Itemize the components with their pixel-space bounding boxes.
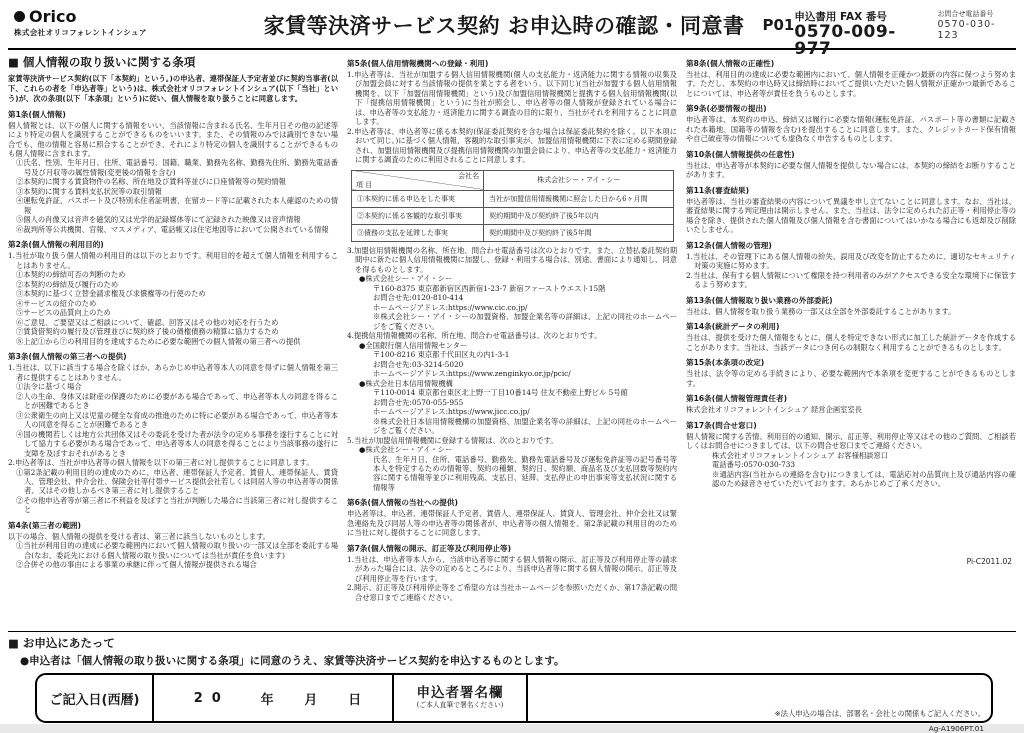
article-paragraph: ⑤サービスの品質向上のため [16, 308, 111, 318]
page-code: P01 [762, 16, 795, 34]
article-paragraph: ⑦賃貸借契約の履行及び管理並びに契約終了後の債権債務の精算に協力するため [16, 327, 279, 337]
article [686, 295, 1016, 316]
article-paragraph: ①本契約の締結可否の判断のため [16, 270, 126, 280]
article-heading: 第2条(個人情報の利用目的) [8, 240, 104, 250]
article [686, 103, 1016, 143]
article-paragraph: 1.当社は、その管理下にある個人情報の紛失、誤用及び改変を防止するために、適切なセキュリティ対策の実施に努めます。 [686, 251, 1016, 271]
article-paragraph: ③本契約に関する賃料支払状況等の取引情報 [16, 186, 162, 196]
article-paragraph: 3.加盟信用情報機関の名称、所在地、問合わせ電話番号は次のとおりです。また、立替払委託契約期間中に新たに個人信用情報機関に加盟し、登録・利用する場合は、別途、書面により通知し、同意を得るものとします。 [347, 245, 677, 274]
article-paragraph: ホームページアドレス:https://www.cic.co.jp/ [373, 302, 528, 312]
application-section [0, 632, 1024, 733]
article-paragraph: 家賃等決済サービス契約(以下「本契約」という。)の申込者、連帯保証人予定者並びに契約当事者(以下、これらの者を「申込者等」という)は、株式会社オリコフォレントインシュア(以下「当社」という)が、次の条項(以下「本条項」という)に従い、個人情報を取り扱うことに同意します。 [8, 74, 338, 103]
article-paragraph: ●株式会社日本信用情報機構 [359, 378, 453, 388]
article-paragraph: ⑤個人の肖像又は音声を磁気的又は光学的記録媒体等にて記録された映像又は音声情報 [16, 215, 301, 225]
fax-number: 0570-009-977 [794, 22, 896, 59]
table-value-cell: 契約期間中及び契約終了後5年間 [484, 224, 674, 241]
article-heading: 第4条(第三者の範囲) [8, 520, 81, 530]
day-unit-label: 日 [348, 692, 362, 708]
article-paragraph: ※通話内容(当社からの連絡を含む)につきましては、電話応対の品質向上及び通話内容の確認のため録音させていただいております。あらかじめご了承ください。 [712, 469, 1016, 489]
orico-logo [14, 7, 264, 38]
article-paragraph: 株式会社オリコフォレントインシュア お客様相談窓口 [712, 450, 889, 460]
article-paragraph: ●株式会社シー・アイ・シー [359, 274, 453, 284]
article [686, 357, 1016, 388]
article-paragraph: ①氏名、性別、生年月日、住所、電話番号、国籍、職業、勤務先名称、勤務先住所、勤務先電話番号及び月収等の属性情報(変更後の情報を含む) [16, 158, 338, 177]
table-row [352, 190, 674, 207]
signature-form-box [35, 673, 993, 723]
table-item-cell: ②本契約に係る客観的な取引事実 [352, 207, 484, 224]
signature-area[interactable] [528, 675, 991, 721]
article [686, 58, 1016, 98]
article-heading: 第3条(個人情報の第三者への提供) [8, 352, 127, 362]
article-paragraph: ●全国銀行個人信用情報センター [359, 340, 468, 350]
signature-label-cell [394, 675, 528, 721]
article-paragraph: 個人情報とは、以下の個人に関する情報をいい、当該情報に含まれる氏名、生年月日その他の記述等により特定の個人を識別することができるものをいいます。また、その情報のみでは識別できない場合でも、他の情報と容易に照合することができ、それにより特定の個人を識別することができるものも個人情報に含まれます。 [8, 120, 338, 158]
year-prefix: 20 [193, 690, 230, 706]
article [8, 109, 338, 235]
article-heading: 第12条(個人情報の管理) [686, 240, 772, 250]
article-paragraph: 当社は、個人情報を取り扱う業務の一部又は全部を外部委託することがあります。 [686, 306, 956, 316]
article-paragraph: ※株式会社シー・アイ・シーの加盟資格、加盟企業名等の詳細は、上記の同社のホームページをご覧ください。 [373, 312, 677, 331]
article [8, 520, 338, 570]
article-paragraph: ④国の機関若しくは地方公共団体又はその委託を受けた者が法令の定める事務を遂行することに対して協力する必要がある場合であって、申込者等本人の同意を得ることにより当該事務の遂行に支障を及ぼすおそれがあるとき [16, 429, 338, 458]
terms-section-title: ■ 個人情報の取り扱いに関する条項 [8, 55, 196, 69]
article-heading: 第7条(個人情報の開示、訂正等及び利用停止等) [347, 543, 512, 553]
article-paragraph: 1.当社は、申込者等本人から、当該申込者等に関する個人情報の開示、訂正等及び利用停止等の請求があった場合には、法令の定めるところにより、当該申込者等に関する個人情報の開示、訂正等及び利用停止等を行います。 [347, 554, 677, 583]
article-paragraph: ②合併その他の事由による事業の承継に伴って個人情報が提供される場合 [16, 560, 257, 570]
article-heading: 第16条(個人情報管理責任者) [686, 394, 788, 404]
article-paragraph: 個人情報に関する苦情、利用目的の通知、開示、訂正等、利用停止等又はその他のご質問、ご相談若しくはお問合せにつきましては、以下の問合せ窓口までご連絡ください。 [686, 431, 1016, 451]
article [8, 74, 338, 104]
corner-label-item: 項 目 [356, 180, 373, 189]
application-statement: ●申込者は「個人情報の取り扱いに関する条項」に同意のうえ、家賃等決済サービス契約を申込するものとします。 [20, 655, 565, 667]
article-paragraph: 株式会社オリコフォレントインシュア 経営企画室室長 [686, 405, 863, 415]
table-header-row [352, 170, 674, 190]
terms-column-3 [686, 53, 1016, 631]
article-heading: 第5条(個人信用情報機関への登録・利用) [347, 59, 489, 68]
article-heading: 第8条(個人情報の正確性) [686, 59, 775, 68]
article-paragraph: 申込者等は、申込者、連帯保証人予定者、賃借人、連帯保証人、賃貸人、管理会社、仲介会社又は緊急連絡先及び同居人等の申込者等の関係者が、申込者等の個人情報を、第2条記載の利用目的のために当社に対し提供することに同意します。 [347, 509, 677, 538]
article-paragraph: ⑥ご意見、ご要望又はご相談について、確認、回答又はその他の対応を行うため [16, 317, 279, 327]
article-paragraph: 2.開示、訂正等及び利用停止等をご希望の方は当社ホームページを参照いただくか、第17条記載の問合せ窓口までご連絡ください。 [347, 583, 677, 602]
terms-column-1 [8, 53, 338, 631]
form-code: Ag-A1906PT.01 [928, 724, 984, 733]
article-paragraph: ホームページアドレス:https://www.jicc.co.jp/ [373, 407, 530, 417]
article-paragraph: ②その他申込者等が第三者に不利益を及ぼすと当社が判断した場合に当該第三者に対し提供すること [16, 495, 338, 515]
article-paragraph: 申込者等は、当社の審査結果の内容について異議を申し立てないことに同意します。なお、当社は、審査結果に関する判定理由は開示しません。また、当社は、法令に定められた訂正等・利用停止等の場合を除き、提供された個人情報及び個人情報を含む書面についてはいかなる場合にも返却及び削除いたしません。 [686, 196, 1016, 235]
article-paragraph: 当社は、提供を受けた個人情報をもとに、個人を特定できない形式に加工した統計データを作成することがあります。当社は、当該データにつき何らの制限なく利用することができるものとします。 [686, 333, 1016, 352]
article-paragraph: ②本契約の締結及び履行のため [16, 279, 119, 289]
corner-label-company: 会社名 [458, 171, 480, 180]
article-paragraph: 〒110-0014 東京都台東区北上野一丁目10番14号 住友不動産上野ビル 5号館 [373, 388, 628, 398]
article-paragraph: お問合せ先:0120-810-414 [373, 293, 464, 303]
signature-sublabel: (ご本人直筆で署名ください) [416, 701, 504, 710]
article [347, 543, 677, 602]
article [8, 239, 338, 346]
article-paragraph: 1.当社が取り扱う個人情報の利用目的は以下のとおりです。利用目的を超えて個人情報を利用することはありません。 [8, 251, 338, 270]
article-paragraph: ④運転免許証、パスポート及び特別永住者証明書、在留カード等に記載された本人確認のための情報 [16, 196, 338, 215]
article-paragraph: ⑥裁判所等公共機関、官報、マスメディア、電話帳又は住宅地図等において公開されている情報 [16, 224, 329, 234]
table-company-header: 株式会社シー・アイ・シー [484, 170, 674, 190]
article-paragraph: 4.提携信用情報機関の名称、所在地、問合わせ電話番号は、次のとおりです。 [347, 331, 602, 341]
article-paragraph: ③本契約に基づく立替金請求権及び求償権等の行使のため [16, 289, 206, 299]
article [686, 393, 1016, 414]
article-paragraph: 〒100-8216 東京都千代田区丸の内1-3-1 [373, 350, 510, 360]
article-paragraph: 当社は、申込者等が本契約に必要な個人情報を提供しない場合には、本契約の締結をお断りすることがあります。 [686, 160, 1016, 180]
article-heading: 第6条(個人情報の当社への提供) [347, 498, 458, 508]
article-paragraph: 氏名、生年月日、住所、電話番号、勤務先、勤務先電話番号及び運転免許証等の記号番号等本人を特定するための情報等、契約の種類、契約日、契約額、商品名及び支払回数等契約内容に関する情報等並びに利用残高、支払日、延滞、支払停止の申出事実等支払状況に関する情報等 [373, 454, 677, 492]
article-paragraph: ホームページアドレス:https://www.zenginkyo.or.jp/pcic/ [373, 369, 571, 379]
signature-label: 申込者署名欄 [416, 685, 504, 702]
company-name: 株式会社オリコフォレントインシュア [14, 28, 147, 37]
table-row [352, 207, 674, 224]
entry-date-label: ご記入日(西暦) [37, 675, 154, 721]
table-value-cell: 契約期間中及び契約終了後5年以内 [484, 207, 674, 224]
month-unit-label: 月 [304, 692, 318, 708]
article-paragraph: ①第2条記載の利用目的の達成のために、申込者、連帯保証人予定者、賃借人、連帯保証人、賃貸人、管理会社、仲介会社、保険会社等付帯サービス提供会社若しくは同居人等の申込者等の関係者、又はその他しかるべき第三者に対し提供すること [16, 467, 338, 496]
article [8, 351, 338, 515]
article-paragraph: ①当社が利用目的の達成に必要な範囲内において個人情報の取り扱いの一部又は全部を委託する場合(なお、委託先における個人情報の取り扱いについては当社が責任を負います) [16, 541, 338, 560]
article-paragraph: 申込者等は、本契約の申込、締結又は履行に必要な情報(運転免許証、パスポート等の書類に記載された本籍地、国籍等の情報を含む)を提出することに同意します。また、クレジットカード保有情報や自己破産等の情報についても虚偽なく申告するものとします。 [686, 115, 1016, 144]
article-paragraph: お問合せ先:0570-055-955 [373, 397, 464, 407]
article-paragraph: ④サービスの紹介のため [16, 298, 97, 308]
article-paragraph: ※株式会社日本信用情報機構の加盟資格、加盟企業名等の詳細は、上記の同社のホームページをご覧ください。 [373, 416, 677, 436]
terms-columns [0, 50, 1024, 631]
article-paragraph: ②人の生命、身体又は財産の保護のために必要がある場合であって、申込者等本人の同意を得ることが困難であるとき [16, 391, 338, 411]
print-code: Pi-C2011.02 [966, 556, 1012, 566]
orico-logo-icon [14, 11, 25, 22]
article-paragraph: 2.当社は、保有する個人情報について権限を持つ利用者のみがアクセスできる安全な環境下に保管するよう努めます。 [686, 270, 1016, 290]
article-heading: 第14条(統計データの利用) [686, 322, 780, 332]
article-paragraph: お問合せ先:03-3214-5020 [373, 359, 464, 369]
article [686, 185, 1016, 235]
application-title: ■ お申込にあたって [8, 636, 115, 650]
table-row [352, 224, 674, 241]
article-paragraph: ③公衆衛生の向上又は児童の健全な育成の推進のために特に必要がある場合であって、申込者等本人の同意を得ることが困難であるとき [16, 410, 338, 430]
article [686, 420, 1016, 489]
article-heading: 第1条(個人情報) [8, 109, 66, 119]
table-item-cell: ①本契約に係る申込をした事実 [352, 190, 484, 207]
entry-date-cell[interactable] [154, 675, 394, 721]
terms-column-2 [347, 53, 677, 631]
article [347, 246, 677, 493]
article-paragraph: 〒160-8375 東京都新宿区西新宿1-23-7 新宿ファーストウエスト15階 [373, 283, 606, 293]
article-paragraph: ●株式会社シー・アイ・シー [359, 445, 453, 455]
fax-label: 申込書用 FAX 番号 [794, 11, 887, 23]
article-paragraph: ②本契約に関する賃貸物件の名称、所在地及び賃料等並びに口座情報等の契約情報 [16, 177, 286, 187]
document-title: 家賃等決済サービス契約 お申込時の確認・同意書 [263, 14, 745, 38]
article [347, 58, 677, 165]
year-unit-label: 年 [260, 692, 274, 708]
contact-info [794, 9, 1016, 58]
article-paragraph: 5.当社が加盟信用情報機関に登録する情報は、次のとおりです。 [347, 435, 558, 445]
corporate-note: ※法人申込の場合は、部署名・会社との関係もご記入ください。 [774, 709, 985, 718]
brand-name: Orico [29, 7, 77, 26]
article-paragraph: ⑧上記①から⑦の利用目的を達成するために必要な範囲での個人情報の第三者への提供 [16, 336, 301, 346]
article-paragraph: 当社は、法令等の定める手続きにより、必要な範囲内で本条項を変更することができるものとします。 [686, 369, 1016, 388]
article [347, 497, 677, 537]
article [686, 240, 1016, 290]
article-heading: 第17条(問合せ窓口) [686, 420, 757, 430]
article-heading: 第13条(個人情報取り扱い業務の外部委託) [686, 295, 833, 305]
article [686, 321, 1016, 352]
credit-info-registration-table [351, 170, 674, 242]
article [686, 149, 1016, 180]
document-header [0, 0, 1024, 59]
article-paragraph: 以下の場合、個人情報の提供を受ける者は、第三者に該当しないものとします。 [8, 531, 271, 541]
article-paragraph: 2.申込者等は、申込者等に係る本契約(保証委託契約を含む場合は保証委託契約を除く。以下本項において同じ。)に基づく個人情報、客観的な取引事実が、加盟信用情報機関に下表に定める期間登録され、加盟信用情報機関及び提携信用情報機関の加盟会員により、申込者等の支払能力・返済能力に関する調査のために利用されることに同意します。 [347, 126, 677, 165]
article-heading: 第11条(審査結果) [686, 185, 750, 195]
article-paragraph: 1.申込者等は、当社が加盟する個人信用情報機関(個人の支払能力・返済能力に関する情報の収集及び加盟会員に対する当該情報の提供を業とする者をいう。以下同じ)(当社が加盟する個人信用情報機関を、以下「加盟信用情報機関」という)及び加盟信用情報機関と提携する個人信用情報機関(以下「提携信用情報機関」という)に当社が照会し、申込者等の個人情報が登録されている場合には、申込者等の支払能力・返済能力に関する調査の目的に限り、当社がそれを利用することに同意します。 [347, 70, 677, 127]
article-paragraph: 当社は、利用目的の達成に必要な範囲内において、個人情報を正確かつ最新の内容に保つよう努めます。ただし、本契約の申込時又は締結時においてご提供いただいた個人情報が正確かつ最新であることについては、申込者等が責任を負うものとします。 [686, 70, 1016, 98]
article-heading: 第10条(個人情報提供の任意性) [686, 149, 795, 159]
article-paragraph: 2.申込者等は、当社が申込者等の個人情報を以下の第三者に対し提供することに同意します。 [8, 458, 314, 468]
article-heading: 第15条(本条項の改定) [686, 358, 765, 368]
article-paragraph: ①法令に基づく場合 [16, 382, 82, 392]
article-heading: 第9条(必要情報の提出) [686, 104, 767, 114]
table-value-cell: 当社が加盟信用情報機関に照会した日から6ヶ月間 [484, 190, 674, 207]
article-paragraph: 電話番号:0570-030-733 [712, 460, 796, 470]
table-item-cell: ③債務の支払を延滞した事実 [352, 224, 484, 241]
article-paragraph: 1.当社は、以下に該当する場合を除くほか、あらかじめ申込者等本人の同意を得ずに個人情報を第三者に提供することはありません。 [8, 363, 338, 382]
phone-label: お問合せ電話番号 [937, 10, 994, 18]
phone-number: 0570-030-123 [937, 19, 996, 41]
table-corner-cell [352, 170, 484, 190]
